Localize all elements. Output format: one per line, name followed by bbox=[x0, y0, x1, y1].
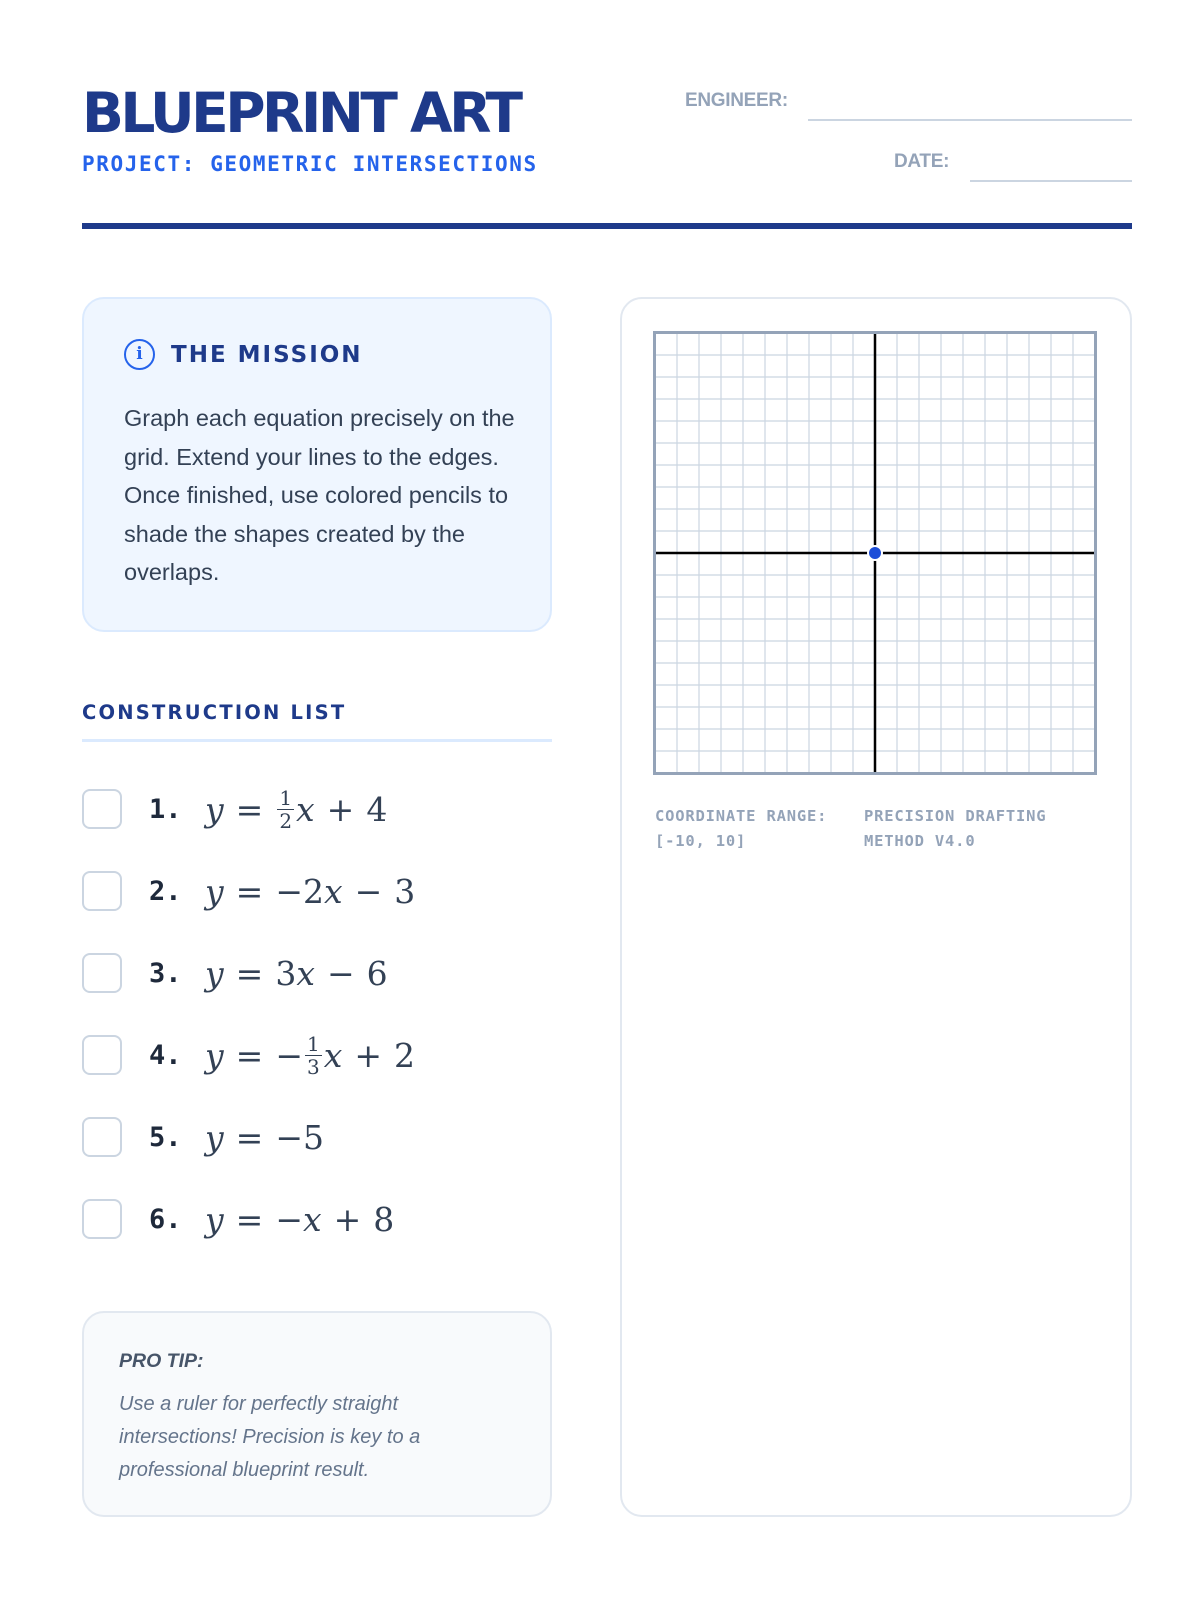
coordinate-range-label: COORDINATE RANGE: bbox=[655, 807, 828, 825]
engineer-label: ENGINEER: bbox=[685, 90, 788, 111]
date-field-line[interactable] bbox=[970, 180, 1132, 182]
equation-checkbox[interactable] bbox=[82, 1199, 122, 1239]
equation-number: 6. bbox=[149, 1203, 182, 1235]
construction-list-divider bbox=[82, 739, 552, 742]
coordinate-grid[interactable] bbox=[653, 331, 1097, 775]
pro-tip-box bbox=[82, 1311, 552, 1517]
construction-list-title: CONSTRUCTION LIST bbox=[82, 701, 347, 724]
equation-checkbox[interactable] bbox=[82, 789, 122, 829]
equation-checkbox[interactable] bbox=[82, 871, 122, 911]
pro-tip-text: Use a ruler for perfectly straight intersections! Precision is key to a professional blueprint result. bbox=[119, 1393, 421, 1481]
coordinate-range-value: [-10, 10] bbox=[655, 832, 747, 850]
equation-row bbox=[82, 1031, 415, 1079]
project-subtitle: PROJECT: GEOMETRIC INTERSECTIONS bbox=[82, 152, 538, 176]
equation-row bbox=[82, 1198, 394, 1240]
engineer-field-line[interactable] bbox=[808, 119, 1132, 121]
equation-number: 4. bbox=[149, 1039, 182, 1071]
equation-number: 1. bbox=[149, 793, 182, 825]
worksheet-header bbox=[82, 80, 1132, 230]
equation-row bbox=[82, 870, 415, 912]
mission-title: THE MISSION bbox=[171, 341, 363, 368]
equation-row bbox=[82, 952, 388, 994]
equation-row bbox=[82, 785, 388, 833]
equation-number: 3. bbox=[149, 957, 182, 989]
equation-row bbox=[82, 1116, 324, 1158]
coordinate-range bbox=[655, 804, 827, 854]
equation-checkbox[interactable] bbox=[82, 953, 122, 993]
equation-5: y = −5 bbox=[205, 1117, 324, 1157]
mission-box bbox=[82, 297, 552, 632]
equation-3: y = 3 x − 6 bbox=[205, 953, 388, 993]
drafting-method-label: PRECISION DRAFTING bbox=[864, 807, 1047, 825]
page-title: BLUEPRINT ART bbox=[82, 81, 520, 145]
header-divider bbox=[82, 223, 1132, 229]
pro-tip-title: PRO TIP: bbox=[119, 1350, 204, 1372]
origin-point bbox=[868, 546, 882, 560]
equation-1: y = $\frac{1}{2}$ x + 4 bbox=[205, 785, 388, 833]
mission-header bbox=[124, 339, 363, 370]
drafting-method-value: METHOD V4.0 bbox=[864, 832, 976, 850]
equation-2: y = −2 x − 3 bbox=[205, 871, 416, 911]
drafting-method bbox=[864, 804, 1046, 854]
equation-6: y = − x + 8 bbox=[205, 1199, 395, 1239]
equation-number: 5. bbox=[149, 1121, 182, 1153]
info-icon: i bbox=[124, 339, 155, 370]
equation-4: y = − $\frac{1}{3}$ x + 2 bbox=[205, 1031, 415, 1079]
equation-checkbox[interactable] bbox=[82, 1035, 122, 1075]
date-label: DATE: bbox=[894, 151, 950, 172]
equation-checkbox[interactable] bbox=[82, 1117, 122, 1157]
equation-number: 2. bbox=[149, 875, 182, 907]
mission-text: Graph each equation precisely on the grid. Extend your lines to the edges. Once finished, use colored pencils to shade the shapes created by the overlaps. bbox=[124, 405, 515, 585]
